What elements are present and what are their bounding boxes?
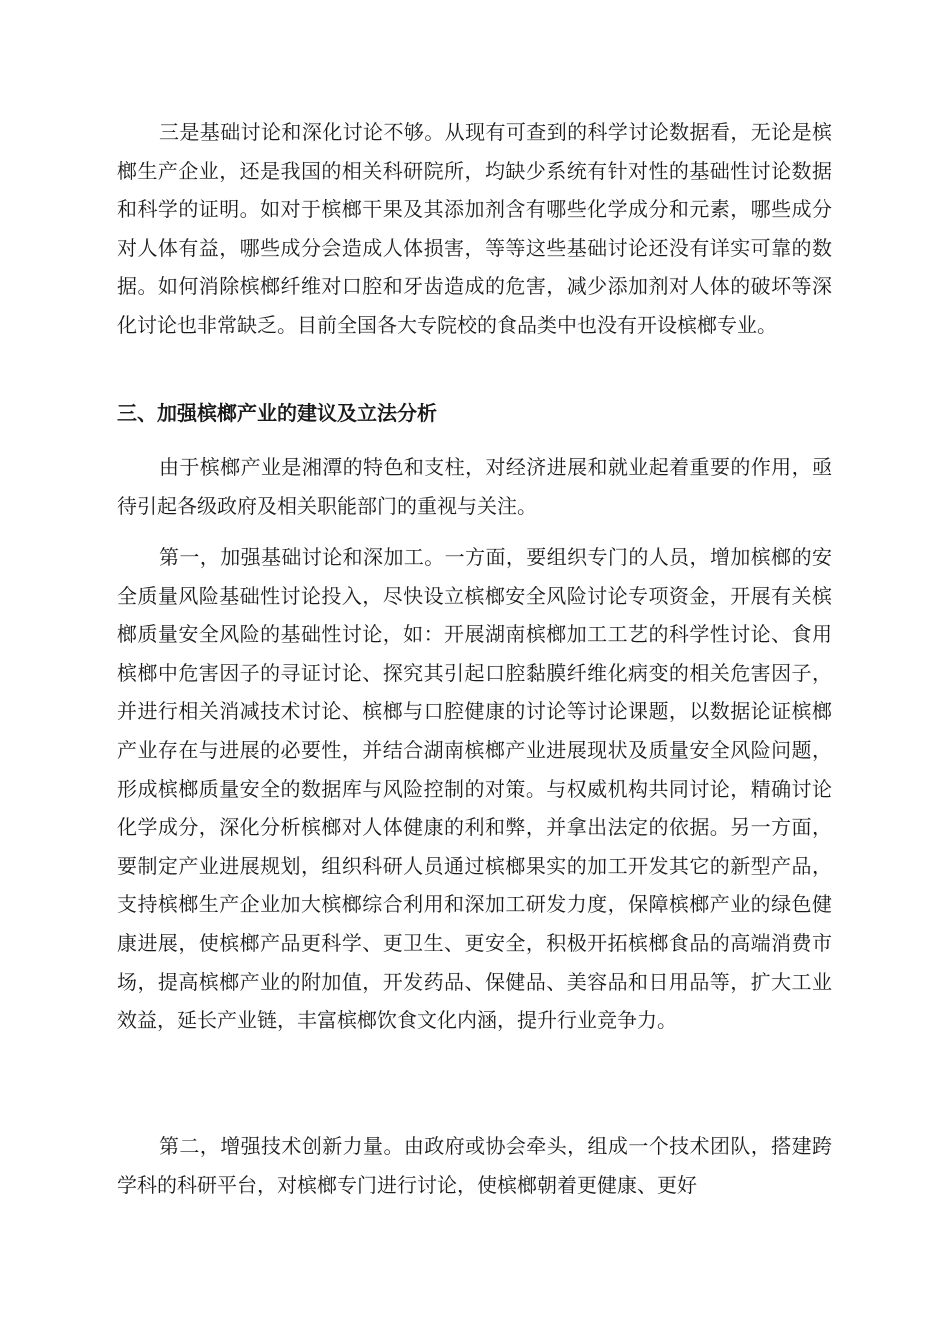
paragraph-basic-research-shortfall	[117, 113, 832, 345]
paragraph-text: 三是基础讨论和深化讨论不够。从现有可查到的科学讨论数据看，无论是槟榔生产企业，还是我国的相关科研院所，均缺少系统有针对性的基础性讨论数据和科学的证明。如对于槟榔干果及其添加剂含有哪些化学成分和元素，哪些成分对人体有益，哪些成分会造成人体损害，等等这些基础讨论还没有详实可靠的数据。如何消除槟榔纤维对口腔和牙齿造成的危害，减少添加剂对人体的破坏等深化讨论也非常缺乏。目前全国各大专院校的食品类中也没有开设槟榔专业。	[117, 120, 832, 337]
paragraph-text: 第一，加强基础讨论和深加工。一方面，要组织专门的人员，增加槟榔的安全质量风险基础性讨论投入，尽快设立槟榔安全风险讨论专项资金，开展有关槟榔质量安全风险的基础性讨论，如：开展湖南槟榔加工工艺的科学性讨论、食用槟榔中危害因子的寻证讨论、探究其引起口腔黏膜纤维化病变的相关危害因子，并进行相关消减技术讨论、槟榔与口腔健康的讨论等讨论课题，以数据论证槟榔产业存在与进展的必要性，并结合湖南槟榔产业进展现状及质量安全风险问题，形成槟榔质量安全的数据库与风险控制的对策。与权威机构共同讨论，精确讨论化学成分，深化分析槟榔对人体健康的利和弊，并拿出法定的依据。另一方面，要制定产业进展规划，组织科研人员通过槟榔果实的加工开发其它的新型产品，支持槟榔生产企业加大槟榔综合利用和深加工研发力度，保障槟榔产业的绿色健康进展，使槟榔产品更科学、更卫生、更安全，积极开拓槟榔食品的高端消费市场，提高槟榔产业的附加值，开发药品、保健品、美容品和日用品等，扩大工业效益，延长产业链，丰富槟榔饮食文化内涵，提升行业竞争力。	[117, 545, 832, 1033]
section-heading-block	[117, 394, 832, 432]
paragraph-text: 第二，增强技术创新力量。由政府或协会牵头，组成一个技术团队，搭建跨学科的科研平台，对槟榔专门进行讨论，使槟榔朝着更健康、更好	[117, 1134, 832, 1197]
paragraph-first-measure	[117, 538, 832, 1040]
section-heading: 三、加强槟榔产业的建议及立法分析	[117, 401, 437, 425]
paragraph-text: 由于槟榔产业是湘潭的特色和支柱，对经济进展和就业起着重要的作用，亟待引起各级政府及相关职能部门的重视与关注。	[117, 455, 832, 518]
paragraph-second-measure	[117, 1127, 832, 1204]
paragraph-industry-importance	[117, 448, 832, 525]
